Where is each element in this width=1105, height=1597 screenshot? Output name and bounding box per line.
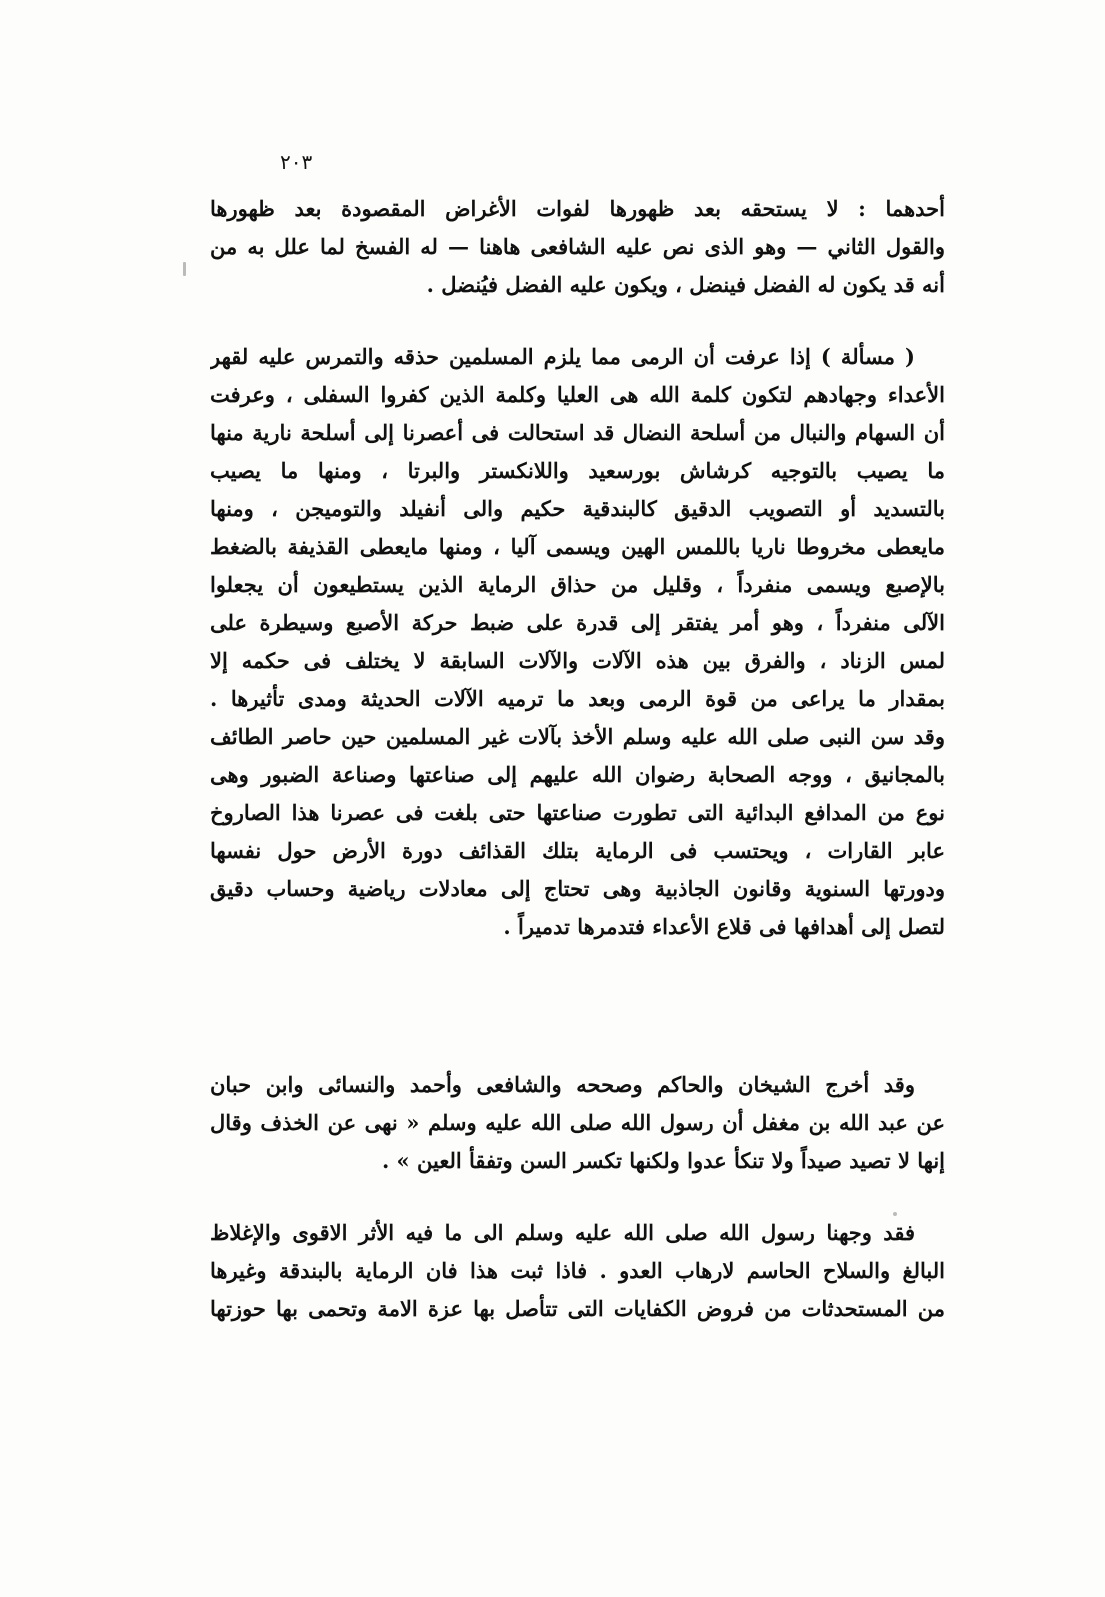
text-line: بالتسديد أو التصويب الدقيق كالبندقية حكيم والى أنفيلد والتوميجن ، ومنها bbox=[210, 496, 945, 521]
paragraph-4 bbox=[210, 1214, 945, 1328]
text-line: بالمجانيق ، ووجه الصحابة رضوان الله عليهم إلى صناعتها وصناعة الضبور وهى bbox=[210, 762, 945, 787]
text-line: لتصل إلى أهدافها فى قلاع الأعداء فتدمرها تدميراً . bbox=[503, 914, 945, 939]
text-line: البالغ والسلاح الحاسم لارهاب العدو . فاذا ثبت هذا فان الرماية بالبندقة وغيرها bbox=[210, 1258, 945, 1283]
text-line: من المستحدثات من فروض الكفايات التى تتأصل بها عزة الامة وتحمى بها حوزتها bbox=[210, 1296, 945, 1321]
text-line: الأعداء وجهادهم لتكون كلمة الله هى العليا وكلمة الذين كفروا السفلى ، وعرفت bbox=[210, 382, 945, 407]
text-line: عن عبد الله بن مغفل أن رسول الله صلى الله عليه وسلم « نهى عن الخذف وقال bbox=[210, 1110, 945, 1135]
text-line: أنه قد يكون له الفضل فينضل ، ويكون عليه الفضل فيُنضل . bbox=[426, 272, 945, 297]
text-line: لمس الزناد ، والفرق بين هذه الآلات والآلات السابقة لا يختلف فى حكمه إلا bbox=[210, 648, 945, 673]
text-line: والقول الثاني — وهو الذى نص عليه الشافعى هاهنا — له الفسخ لما علل به من bbox=[210, 234, 945, 259]
text-line: مايعطى مخروطا ناريا باللمس الهين ويسمى آليا ، ومنها مايعطى القذيفة بالضغط bbox=[210, 534, 945, 559]
text-line: بالإصبع ويسمى منفرداً ، وقليل من حذاق الرماية الذين يستطيعون أن يجعلوا bbox=[210, 572, 945, 597]
text-line: ودورتها السنوية وقانون الجاذبية وهى تحتاج إلى معادلات رياضية وحساب دقيق bbox=[210, 876, 945, 901]
paragraph-2 bbox=[210, 338, 945, 946]
text-line: الآلى منفرداً ، وهو أمر يفتقر إلى قدرة على ضبط حركة الأصبع وسيطرة على bbox=[210, 610, 945, 635]
text-line: إنها لا تصيد صيداً ولا تنكأ عدوا ولكنها تكسر السن وتفقأ العين » . bbox=[381, 1148, 945, 1173]
text-line: نوع من المدافع البدائية التى تطورت صناعتها حتى بلغت فى عصرنا هذا الصاروخ bbox=[210, 800, 945, 825]
paragraph-3 bbox=[210, 1066, 945, 1180]
text-line: عابر القارات ، ويحتسب فى الرماية بتلك القذائف دورة الأرض حول نفسها bbox=[210, 838, 945, 863]
text-line: بمقدار ما يراعى من قوة الرمى وبعد ما ترميه الآلات الحديثة ومدى تأثيرها . bbox=[210, 686, 945, 711]
scan-mark bbox=[183, 262, 186, 276]
text-line: وقد أخرج الشيخان والحاكم وصححه والشافعى وأحمد والنسائى وابن حبان bbox=[210, 1072, 915, 1097]
page-number: ٢٠٣ bbox=[280, 150, 313, 174]
text-line: وقد سن النبى صلى الله عليه وسلم الأخذ بآلات غير المسلمين حين حاصر الطائف bbox=[210, 724, 945, 749]
text-line: أن السهام والنبال من أسلحة النضال قد استحالت فى أعصرنا إلى أسلحة نارية منها bbox=[210, 420, 945, 445]
text-line: ( مسألة ) إذا عرفت أن الرمى مما يلزم المسلمين حذقه والتمرس عليه لقهر bbox=[210, 344, 915, 369]
text-line: ما يصيب بالتوجيه كرشاش بورسعيد واللانكستر والبرتا ، ومنها ما يصيب bbox=[210, 458, 945, 483]
text-line: فقد وجهنا رسول الله صلى الله عليه وسلم الى ما فيه الأثر الاقوى والإغلاظ bbox=[210, 1220, 915, 1245]
text-line: أحدهما : لا يستحقه بعد ظهورها لفوات الأغراض المقصودة بعد ظهورها bbox=[210, 196, 945, 221]
paragraph-1 bbox=[210, 190, 945, 304]
